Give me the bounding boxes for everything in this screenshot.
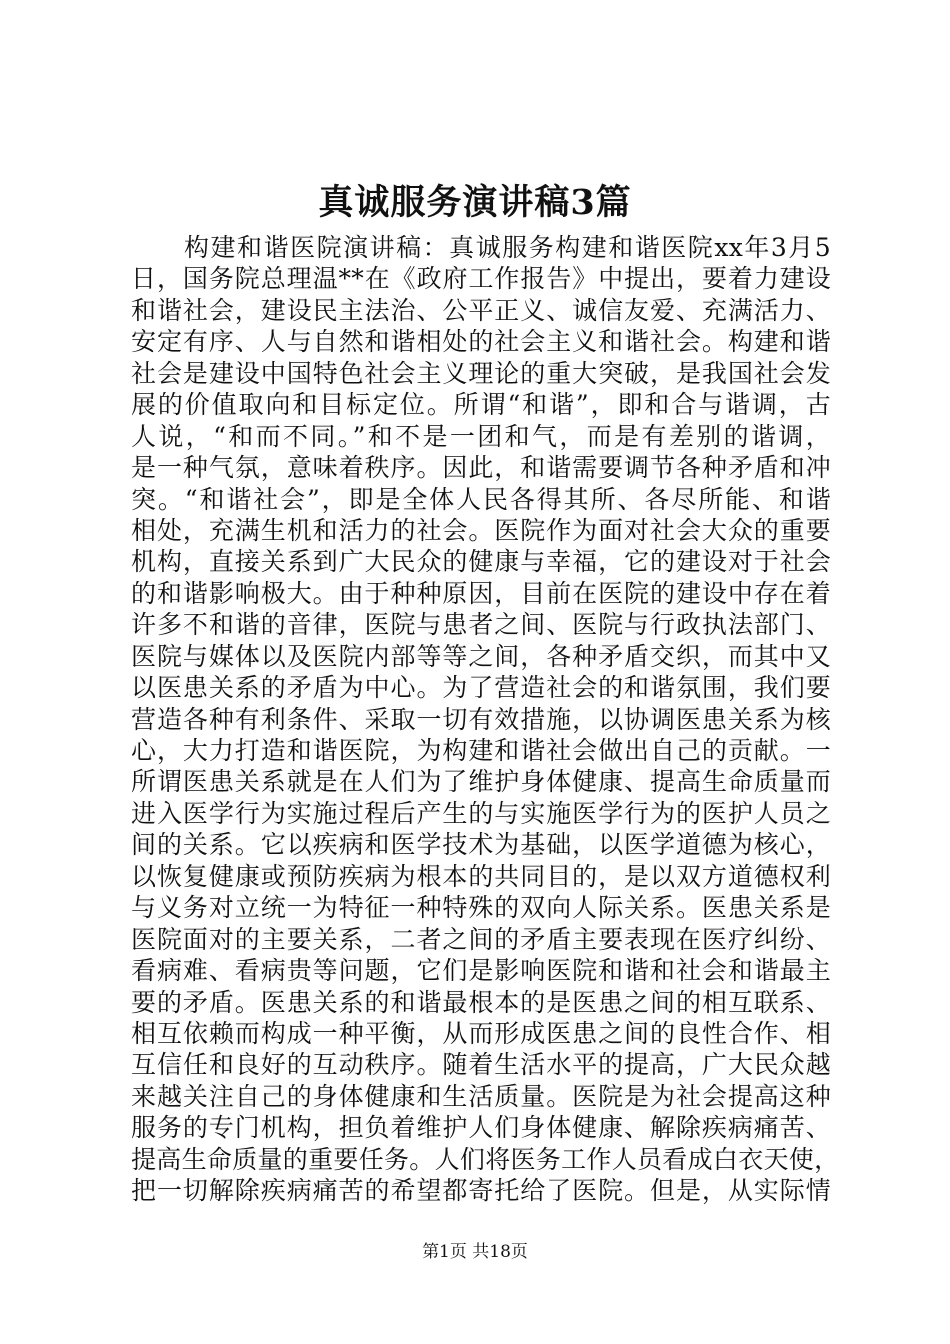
body-line: 以恢复健康或预防疾病为根本的共同目的，是以双方道德权利 xyxy=(131,861,831,891)
body-line: 医院与媒体以及医院内部等等之间，各种矛盾交织，而其中又 xyxy=(131,641,831,671)
body-line: 心，大力打造和谐医院，为构建和谐社会做出自己的贡献。一 xyxy=(131,736,831,765)
body-line: 和谐社会，建设民主法治、公平正义、诚信友爱、充满活力、 xyxy=(131,295,831,325)
body-line: 互信任和良好的互动秩序。随着生活水平的提高，广大民众越 xyxy=(131,1050,831,1080)
body-line: 要的矛盾。医患关系的和谐最根本的是医患之间的相互联系、 xyxy=(131,987,831,1017)
body-line: 医院面对的主要关系，二者之间的矛盾主要表现在医疗纠纷、 xyxy=(131,924,831,954)
body-line: 是一种气氛，意味着秩序。因此，和谐需要调节各种矛盾和冲 xyxy=(131,453,831,483)
body-line: 所谓医患关系就是在人们为了维护身体健康、提高生命质量而 xyxy=(131,767,831,797)
body-line: 相处，充满生机和活力的社会。医院作为面对社会大众的重要 xyxy=(131,515,831,545)
body-line: 以医患关系的矛盾为中心。为了营造社会的和谐氛围，我们要 xyxy=(131,673,831,703)
body-line: 与义务对立统一为特征一种特殊的双向人际关系。医患关系是 xyxy=(131,893,831,923)
body-line: 看病难、看病贵等问题，它们是影响医院和谐和社会和谐最主 xyxy=(131,956,831,986)
body-line: 机构，直接关系到广大民众的健康与幸福，它的建设对于社会 xyxy=(131,547,831,577)
document-body xyxy=(131,232,840,1207)
body-line: 来越关注自己的身体健康和生活质量。医院是为社会提高这种 xyxy=(131,1081,831,1111)
body-line: 的和谐影响极大。由于种种原因，目前在医院的建设中存在着 xyxy=(131,578,831,608)
body-line: 突。“和谐社会”，即是全体人民各得其所、各尽所能、和谐 xyxy=(131,484,831,514)
body-line: 服务的专门机构，担负着维护人们身体健康、解除疾病痛苦、 xyxy=(131,1113,831,1143)
body-line: 提高生命质量的重要任务。人们将医务工作人员看成白衣天使， xyxy=(131,1144,840,1174)
body-line: 营造各种有利条件、采取一切有效措施，以协调医患关系为核 xyxy=(131,704,831,734)
body-line: 相互依赖而构成一种平衡，从而形成医患之间的良性合作、相 xyxy=(131,1018,831,1048)
body-line: 构建和谐医院演讲稿：真诚服务构建和谐医院xx年3月5 xyxy=(131,233,831,262)
body-line: 日，国务院总理温**在《政府工作报告》中提出，要着力建设 xyxy=(131,264,831,294)
body-line: 把一切解除疾病痛苦的希望都寄托给了医院。但是，从实际情 xyxy=(131,1176,831,1206)
body-line: 安定有序、人与自然和谐相处的社会主义和谐社会。构建和谐 xyxy=(131,327,831,357)
body-line: 展的价值取向和目标定位。所谓“和谐”，即和合与谐调，古 xyxy=(131,390,831,420)
body-line: 进入医学行为实施过程后产生的与实施医学行为的医护人员之 xyxy=(131,798,831,828)
body-line: 社会是建设中国特色社会主义理论的重大突破，是我国社会发 xyxy=(131,358,831,388)
body-line: 许多不和谐的音律，医院与患者之间、医院与行政执法部门、 xyxy=(131,610,831,640)
body-line: 间的关系。它以疾病和医学技术为基础，以医学道德为核心， xyxy=(131,830,831,860)
document-title: 真诚服务演讲稿3篇 xyxy=(318,182,632,223)
body-line: 人说，“和而不同。”和不是一团和气，而是有差别的谐调， xyxy=(131,421,831,451)
page-footer: 第1页 共18页 xyxy=(422,1242,528,1262)
